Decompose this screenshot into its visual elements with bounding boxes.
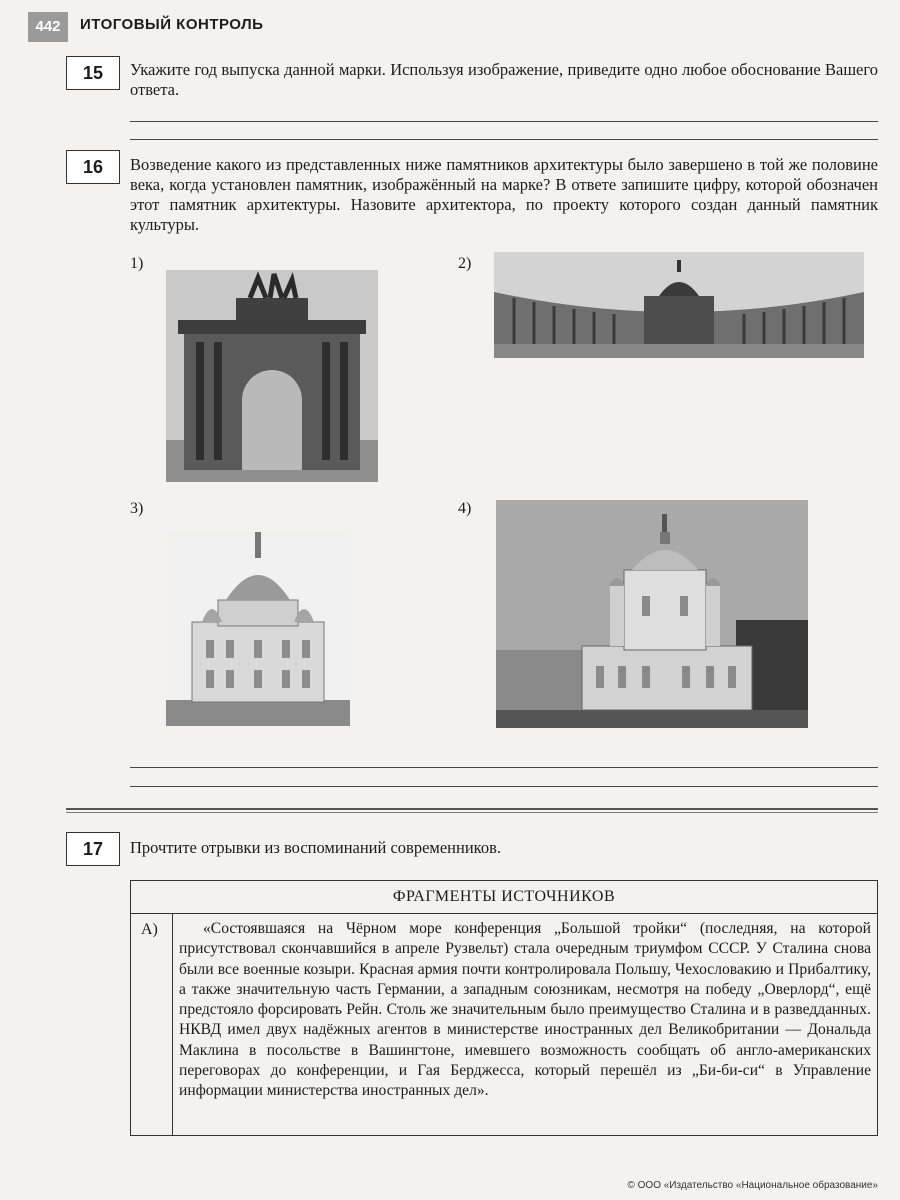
option-3-label: 3) [130, 500, 144, 517]
answer-line [130, 767, 878, 768]
question-17-text: Прочтите отрывки из воспоминаний современников. [130, 838, 502, 857]
section-separator [66, 812, 878, 813]
page-number: 442 [28, 12, 68, 42]
copyright-footer: © ООО «Издательство «Национальное образование» [627, 1180, 878, 1191]
question-16-number: 16 [66, 150, 120, 184]
option-4-label: 4) [458, 500, 472, 517]
answer-line [130, 121, 878, 122]
fragment-a-text: «Состоявшаяся на Чёрном море конференция „Большой тройки“ (последняя, на которой присутствовал скончавшийся в апреле Рузвельт) стала очередным триумфом СССР. У Сталина снова были все военные козыри. Красная армия почти контролировала Польшу, Чехословакию и Прибалтику, а также значительную часть Германии, а западным союзникам, несмотря на победу „Оверлорд“, ещё предстояло форсировать Рейн. Столь же значительным было преимущество Сталина и в разведданных. НКВД имел двух надёжных агентов в министерстве иностранных дел Великобритании — Дональда Маклина в посольстве в Вашингтоне, имевшего возможность сообщать об англо-американских переговорах до конференции, и Гая Берджесса, который перешёл из „Би-би-си“ в Управление информации министерства иностранных дел». [179, 920, 871, 1100]
running-title: ИТОГОВЫЙ КОНТРОЛЬ [80, 16, 264, 33]
option-1-label: 1) [130, 255, 144, 272]
domed-cathedral-photo [166, 530, 350, 726]
question-15-number: 15 [66, 56, 120, 90]
question-15-text: Укажите год выпуска данной марки. Используя изображение, приведите одно любое обоснование Вашего ответа. [130, 60, 878, 99]
answer-line [130, 139, 878, 140]
sources-table [130, 880, 878, 1136]
section-separator [66, 808, 878, 810]
baroque-cathedral-photo [496, 500, 808, 728]
answer-line [130, 786, 878, 787]
triumphal-arch-photo [166, 270, 378, 482]
fragment-a-label: А) [131, 913, 173, 1135]
option-2-label: 2) [458, 255, 472, 272]
sources-table-title: ФРАГМЕНТЫ ИСТОЧНИКОВ [131, 881, 877, 914]
question-16-text: Возведение какого из представленных ниже памятников архитектуры было завершено в той же половине века, когда установлен памятник, изображённый на марке? В ответе запишите цифру, которой обозначен этот памятник архитектуры. Назовите архитектора, по проекту которого создан данный памятник культуры. [130, 155, 878, 234]
question-17-number: 17 [66, 832, 120, 866]
colonnade-cathedral-photo [494, 252, 864, 358]
